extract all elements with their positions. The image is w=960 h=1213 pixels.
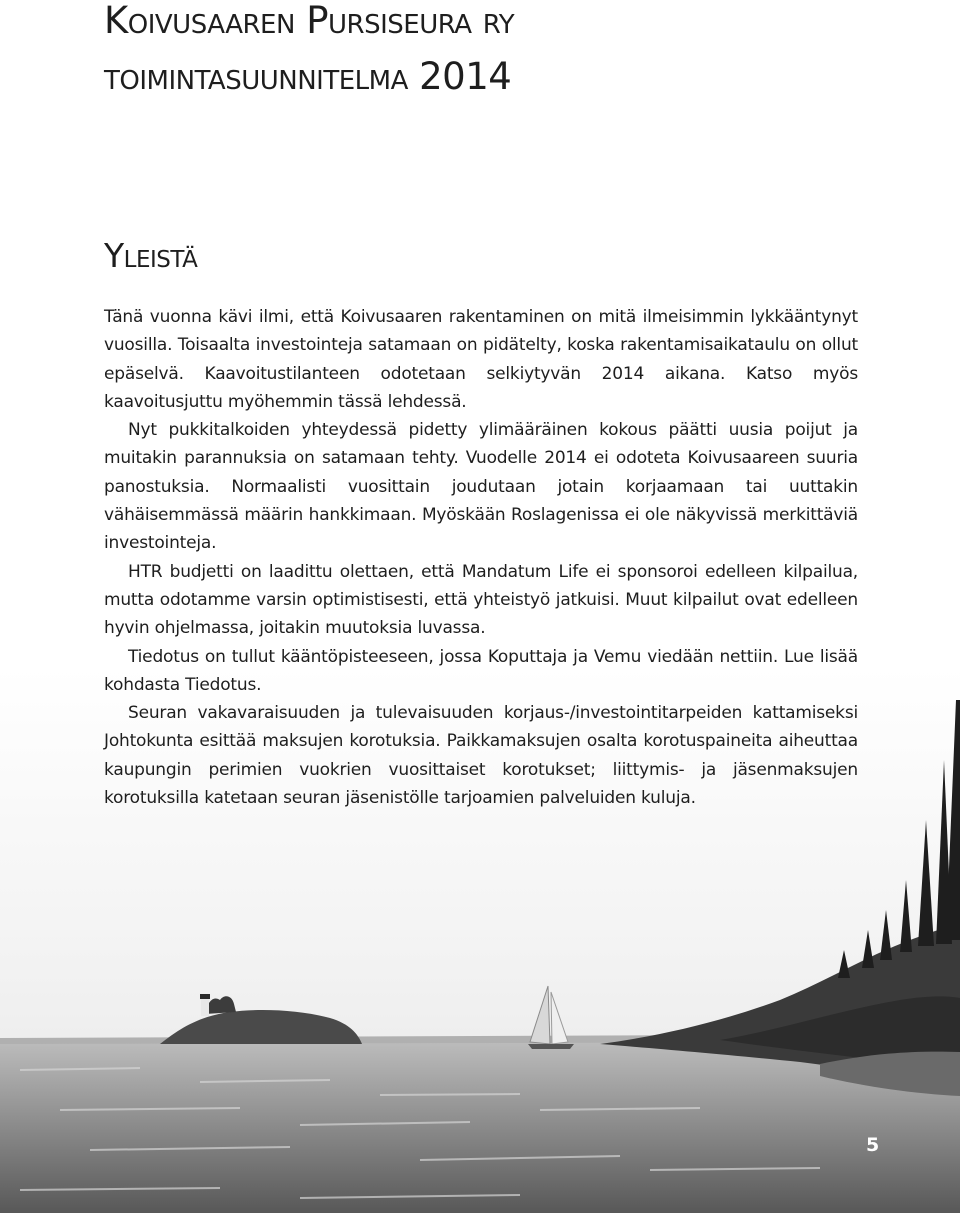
document-title-line1: Koivusaaren Pursiseura ry [104, 0, 515, 42]
paragraph: Nyt pukkitalkoiden yhteydessä pidetty ylimääräinen kokous päätti uusia poijut ja muitakin parannuksia on satamaan tehty. Vuodelle 2014 ei odoteta Koivusaareen suuria panostuksia. Normaalisti vuosittain joudutaan jotain korjaamaan tai uuttakin vähäisemmässä määrin hankkimaan. Myöskään Roslagenissa ei ole näkyvissä merkittäviä investointeja. [104, 420, 858, 554]
page-number: 5 [866, 1134, 880, 1156]
paragraph: Seuran vakavaraisuuden ja tulevaisuuden korjaus-/investointitarpeiden kattamiseksi Johtokunta esittää maksujen korotuksia. Paikkamaksujen osalta korotuspaineita aiheuttaa kaupungin perimien vuokrien vuosittaiset korotukset; liittymis- ja jäsenmaksujen korotuksilla katetaan seuran jäsenistölle tarjoamien palveluiden kuluja. [104, 703, 858, 809]
body-text [104, 303, 858, 812]
section-heading: Yleistä [104, 236, 198, 275]
paragraph: HTR budjetti on laadittu olettaen, että Mandatum Life ei sponsoroi edelleen kilpailua, mutta odotamme varsin optimistisesti, että yhteistyö jatkuisi. Muut kilpailut ovat edelleen hyvin ohjelmassa, joitakin muutoksia luvassa. [104, 561, 858, 639]
paragraph: Tiedotus on tullut kääntöpisteeseen, jossa Koputtaja ja Vemu viedään nettiin. Lue lisää kohdasta Tiedotus. [104, 646, 858, 695]
paragraph: Tänä vuonna kävi ilmi, että Koivusaaren rakentaminen on mitä ilmeisimmin lykkääntynyt vuosilla. Toisaalta investointeja satamaan on pidätelty, koska rakentamisaikataulu on ollut epäselvä. Kaavoitustilanteen odotetaan selkiytyvän 2014 aikana. Katso myös kaavoitusjuttu myöhemmin tässä lehdessä. [104, 307, 858, 412]
document-title-line2: toimintasuunnitelma 2014 [104, 55, 512, 98]
